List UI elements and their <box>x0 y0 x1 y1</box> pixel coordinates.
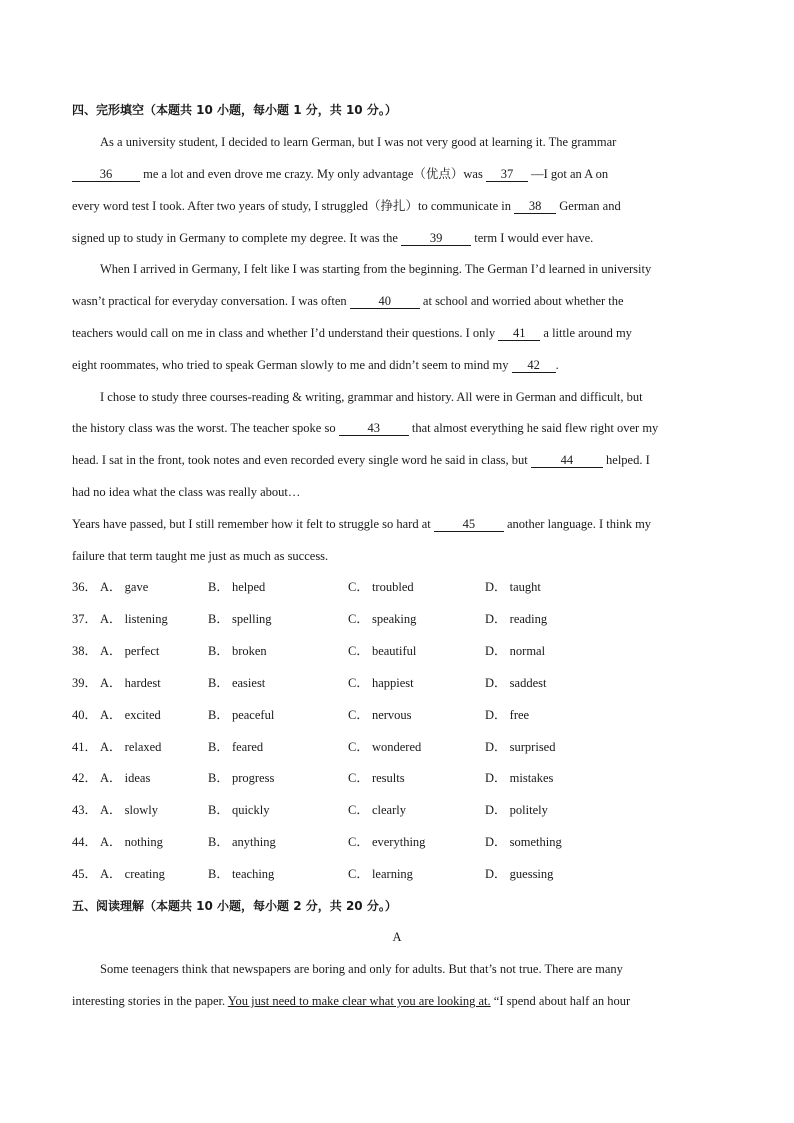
option-c[interactable]: C． beautiful <box>348 643 417 658</box>
option-c[interactable]: C． results <box>348 771 405 786</box>
p1-line-3 <box>72 198 621 214</box>
p3-line-5-text: Years have passed, but I still remember how it felt to struggle so hard at <box>72 517 434 531</box>
option-b[interactable]: B． progress <box>208 771 275 786</box>
p3-line-5-end: another language. I think my <box>503 517 652 531</box>
p2-line-3 <box>72 325 632 341</box>
option-c[interactable]: C． nervous <box>348 707 412 722</box>
p1-line-4 <box>72 230 593 246</box>
p3-line-5 <box>72 516 651 532</box>
question-number: 45． <box>72 867 98 882</box>
blank-45[interactable]: 45 <box>434 517 504 532</box>
question-number: 42． <box>72 771 98 786</box>
s5-line-2-text: interesting stories in the paper. <box>72 994 228 1008</box>
question-number: 41． <box>72 739 98 754</box>
p1-line-4-end: term I would ever have. <box>471 231 594 245</box>
p2-line-2-text: wasn’t practical for everyday conversation. I was often <box>72 294 350 308</box>
option-b[interactable]: B． teaching <box>208 867 275 882</box>
p1-line-2 <box>72 166 608 182</box>
option-a[interactable]: A． perfect <box>100 643 160 658</box>
option-a[interactable]: A． listening <box>100 611 168 626</box>
option-d[interactable]: D． reading <box>485 611 548 626</box>
option-b[interactable]: B． quickly <box>208 803 270 818</box>
p3-line-2-text: the history class was the worst. The teacher spoke so <box>72 421 339 435</box>
question-number: 39． <box>72 675 98 690</box>
p2-line-1: When I arrived in Germany, I felt like I was starting from the beginning. The German I’d learned in university <box>100 262 652 276</box>
blank-37[interactable]: 37 <box>486 167 528 182</box>
option-a[interactable]: A． relaxed <box>100 739 162 754</box>
blank-44[interactable]: 44 <box>531 453 603 468</box>
blank-38[interactable]: 38 <box>514 199 556 214</box>
option-c[interactable]: C． everything <box>348 835 426 850</box>
underlined-sentence: You just need to make clear what you are looking at. <box>227 994 491 1008</box>
p2-line-2-end: at school and worried about whether the <box>419 294 624 308</box>
p2-line-4-end: . <box>555 358 559 372</box>
option-c[interactable]: C． wondered <box>348 739 422 754</box>
p3-line-3-end: helped. I <box>602 453 650 467</box>
p1-line-3-end: German and <box>556 199 621 213</box>
option-d[interactable]: D． guessing <box>485 867 554 882</box>
option-d[interactable]: D． saddest <box>485 675 547 690</box>
s5-line-2 <box>72 993 630 1009</box>
option-d[interactable]: D． something <box>485 835 562 850</box>
p3-line-3 <box>72 452 650 468</box>
p2-line-2 <box>72 293 624 309</box>
option-d[interactable]: D． surprised <box>485 739 556 754</box>
option-d[interactable]: D． politely <box>485 803 548 818</box>
p1-line-4-text: signed up to study in Germany to complete my degree. It was the <box>72 231 402 245</box>
p1-line-2-end: —I got an A on <box>527 167 609 181</box>
question-number: 37． <box>72 611 98 626</box>
option-c[interactable]: C． speaking <box>348 611 417 626</box>
s5-line-2-end: “I spend about half an hour <box>490 994 631 1008</box>
option-d[interactable]: D． free <box>485 707 530 722</box>
question-number: 40． <box>72 707 98 722</box>
p3-line-2 <box>72 420 658 436</box>
blank-41[interactable]: 41 <box>498 326 540 341</box>
option-b[interactable]: B． broken <box>208 643 267 658</box>
question-number: 44． <box>72 835 98 850</box>
p2-line-3-end: a little around my <box>540 326 632 340</box>
passage-label: A <box>392 930 402 944</box>
option-a[interactable]: A． gave <box>100 580 149 594</box>
option-b[interactable]: B． anything <box>208 835 276 850</box>
question-number: 43． <box>72 803 98 818</box>
p1-line-3-text: every word test I took. After two years of study, I struggled（挣扎）to communicate in <box>72 199 515 213</box>
section-5-title: 五、阅读理解（本题共 10 小题，每小题 2 分，共 20 分。） <box>72 899 397 913</box>
p3-line-2-end: that almost everything he said flew right over my <box>408 421 659 435</box>
option-b[interactable]: B． feared <box>208 739 264 754</box>
option-a[interactable]: A． nothing <box>100 835 163 850</box>
p3-line-1: I chose to study three courses-reading & writing, grammar and history. All were in German and difficult, but <box>100 390 643 404</box>
section-4-title: 四、完形填空（本题共 10 小题，每小题 1 分，共 10 分。） <box>72 103 397 117</box>
option-b[interactable]: B． easiest <box>208 675 266 690</box>
p3-line-6: failure that term taught me just as much as success. <box>72 549 329 563</box>
option-c[interactable]: C． learning <box>348 867 413 882</box>
blank-39[interactable]: 39 <box>401 231 471 246</box>
p2-line-4 <box>72 357 559 373</box>
option-d[interactable]: D． normal <box>485 643 546 658</box>
s5-line-1: Some teenagers think that newspapers are boring and only for adults. But that’s not true. There are many <box>100 962 623 976</box>
option-a[interactable]: A． ideas <box>100 771 151 786</box>
option-a[interactable]: A． excited <box>100 707 161 722</box>
p3-line-4: had no idea what the class was really about… <box>72 485 301 499</box>
option-c[interactable]: C． happiest <box>348 675 414 690</box>
option-d[interactable]: D． mistakes <box>485 771 554 786</box>
blank-40[interactable]: 40 <box>350 294 420 309</box>
option-b[interactable]: B． spelling <box>208 611 272 626</box>
blank-42[interactable]: 42 <box>512 358 556 373</box>
p1-line-2-text: me a lot and even drove me crazy. My only advantage（优点）was <box>140 167 486 181</box>
option-a[interactable]: A． slowly <box>100 803 158 818</box>
question-number: 38． <box>72 643 98 658</box>
question-number: 36． <box>72 580 98 594</box>
option-a[interactable]: A． hardest <box>100 675 161 690</box>
option-b[interactable]: B． helped <box>208 580 266 594</box>
p2-line-3-text: teachers would call on me in class and whether I’d understand their questions. I only <box>72 326 499 340</box>
p3-line-3-text: head. I sat in the front, took notes and even recorded every single word he said in class, but <box>72 453 531 467</box>
option-d[interactable]: D． taught <box>485 580 541 594</box>
option-a[interactable]: A． creating <box>100 867 165 882</box>
p2-line-4-text: eight roommates, who tried to speak German slowly to me and didn’t seem to mind my <box>72 358 512 372</box>
option-b[interactable]: B． peaceful <box>208 707 275 722</box>
option-c[interactable]: C． troubled <box>348 580 414 594</box>
blank-43[interactable]: 43 <box>339 421 409 436</box>
option-c[interactable]: C． clearly <box>348 803 406 818</box>
blank-36[interactable]: 36 <box>72 167 140 182</box>
p1-line-1: As a university student, I decided to learn German, but I was not very good at learning it. The grammar <box>100 135 617 149</box>
